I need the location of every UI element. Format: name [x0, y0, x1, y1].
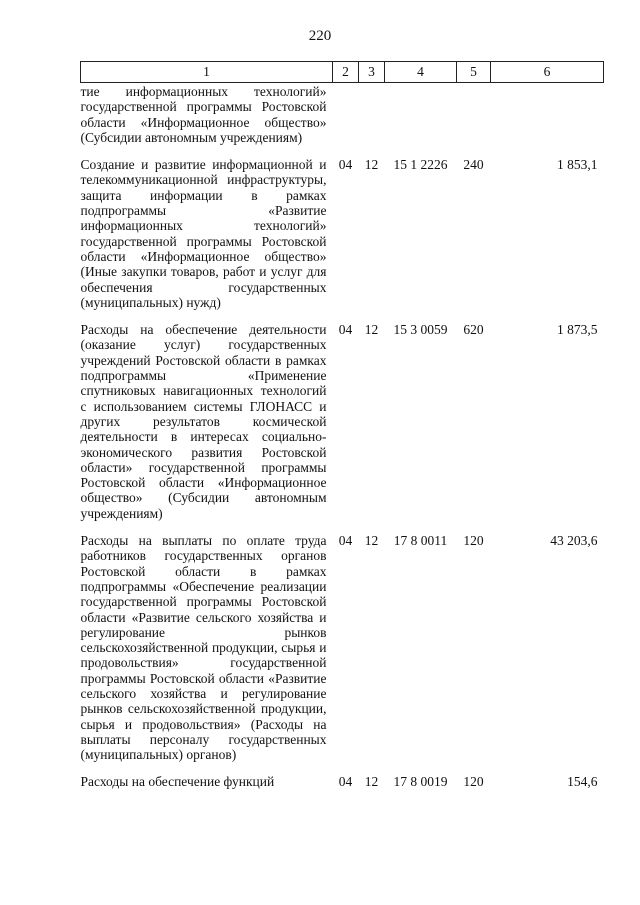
expense-type-code: 620	[463, 322, 484, 338]
subsection-code: 12	[364, 774, 379, 790]
amount	[491, 83, 604, 146]
column-header: 1	[81, 62, 333, 83]
section-code: 04	[338, 533, 353, 549]
column-header: 3	[359, 62, 385, 83]
amount: 43 203,6	[550, 533, 598, 549]
expense-description: Создание и развитие информационной и телекоммуникационной инфраструктуры, защита информации в рамках подпрограммы «Развитие информационных технологий» государственной программы Ростовской области «Информационное общество» (Иные закупки товаров, работ и услуг для обеспечения государственных (муниципальных) нужд)	[80, 157, 327, 310]
expense-description: Расходы на обеспечение деятельности (оказание услуг) государственных учреждений Ростовской области в рамках подпрограммы «Применение спутниковых навигационных технологий с использованием системы ГЛОНАСС и других результатов космической деятельности в интересах социально-экономического развития Ростовской области» государственной программы Ростовской области «Информационное общество» (Субсидии автономным учреждениям)	[80, 322, 327, 521]
table-row	[81, 145, 604, 310]
target-article-code: 15 1 2226	[393, 157, 448, 173]
target-article-code: 17 8 0011	[393, 533, 448, 549]
amount: 154,6	[567, 774, 598, 790]
target-article-code: 17 8 0019	[393, 774, 448, 790]
subsection-code: 12	[364, 322, 379, 338]
expense-type-code: 240	[463, 157, 484, 173]
section-code	[333, 83, 359, 146]
expense-type-code	[457, 83, 491, 146]
table-header-row	[81, 62, 604, 83]
amount: 1 853,1	[557, 157, 598, 173]
expense-description: тие информационных технологий» государственной программы Ростовской области «Информационное общество» (Субсидии автономным учреждениям)	[80, 84, 327, 145]
section-code: 04	[338, 774, 353, 790]
amount: 1 873,5	[557, 322, 598, 338]
section-code: 04	[338, 322, 353, 338]
table-row	[81, 762, 604, 789]
expense-description: Расходы на обеспечение функций	[80, 774, 275, 790]
table-row	[81, 521, 604, 762]
budget-table	[80, 61, 604, 790]
page-number: 220	[308, 28, 332, 44]
expense-type-code: 120	[463, 774, 484, 790]
target-article-code	[385, 83, 457, 146]
expense-description: Расходы на выплаты по оплате труда работников государственных органов Ростовской области в рамках подпрограммы «Обеспечение реализации государственной программы Ростовской области «Развитие сельского хозяйства и регулирование рынков сельскохозяйственной продукции, сырья и продовольствия» государственной программы Ростовской области «Развитие сельского хозяйства и регулирование рынков сельскохозяйственной продукции, сырья и продовольствия» (Расходы на выплаты персоналу государственных (муниципальных) органов)	[80, 533, 327, 763]
table-row	[81, 310, 604, 521]
subsection-code: 12	[364, 533, 379, 549]
column-header: 4	[385, 62, 457, 83]
subsection-code: 12	[364, 157, 379, 173]
target-article-code: 15 3 0059	[393, 322, 448, 338]
column-header: 5	[457, 62, 491, 83]
column-header: 2	[333, 62, 359, 83]
expense-type-code: 120	[463, 533, 484, 549]
section-code: 04	[338, 157, 353, 173]
column-header: 6	[491, 62, 604, 83]
subsection-code	[359, 83, 385, 146]
table-row	[81, 83, 604, 146]
